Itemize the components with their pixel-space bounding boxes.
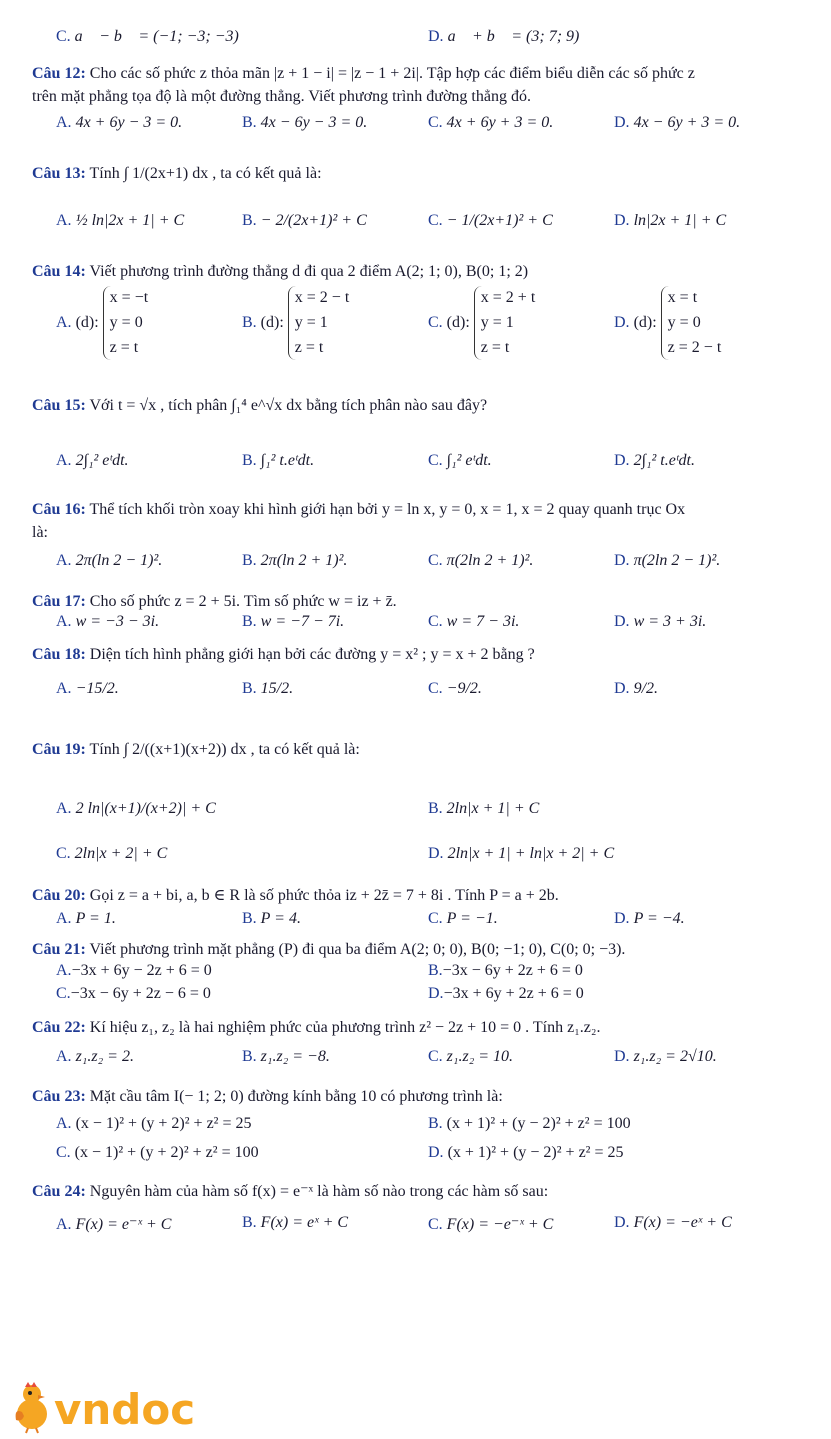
q20-option-b: B. P = 4. — [242, 910, 301, 927]
q15-option-a: A. 2∫₁² eᵗdt. — [56, 452, 129, 469]
question-label: Câu 24: — [32, 1183, 86, 1200]
q17-option-c: C. w = 7 − 3i. — [428, 613, 520, 630]
q19-option-c: C. 2ln|x + 2| + C — [56, 845, 168, 862]
q14-option-c: C. (d): x = 2 + t y = 1 z = t — [428, 286, 535, 360]
question-text: Mặt cầu tâm I(− 1; 2; 0) đường kính bằng 10 có phương trình là: — [89, 1088, 503, 1105]
question-text: Diện tích hình phẳng giới hạn bởi các đường y = x² ; y = x + 2 bằng ? — [89, 646, 535, 663]
q12-option-d: D. 4x − 6y + 3 = 0. — [614, 114, 741, 131]
q21-option-d: D.−3x + 6y + 2z + 6 = 0 — [428, 985, 584, 1002]
question-text: Với t = √x , tích phân ∫₁⁴ e^√x dx bằng tích phân nào sau đây? — [89, 397, 488, 414]
q23-option-b: B. (x + 1)² + (y − 2)² + z² = 100 — [428, 1115, 631, 1132]
question-18 — [32, 643, 823, 666]
q18-option-c: C. −9/2. — [428, 680, 482, 697]
question-19 — [32, 738, 823, 761]
q11-option-c: C. a⃗ − b⃗ = (−1; −3; −3) — [56, 28, 239, 45]
q15-option-d: D. 2∫₁² t.eᵗdt. — [614, 452, 695, 469]
equation-system: x = 2 + t y = 1 z = t — [474, 286, 536, 360]
q16-option-c: C. π(2ln 2 + 1)². — [428, 552, 534, 569]
q19-option-d: D. 2ln|x + 1| + ln|x + 2| + C — [428, 845, 615, 862]
equation-system: x = t y = 0 z = 2 − t — [661, 286, 722, 360]
q22-option-a: A. z₁.z₂ = 2. — [56, 1048, 134, 1065]
q22-option-c: C. z₁.z₂ = 10. — [428, 1048, 514, 1065]
vndoc-logo-graphic — [8, 1382, 228, 1434]
q12-option-c: C. 4x + 6y + 3 = 0. — [428, 114, 554, 131]
q19-option-b: B. 2ln|x + 1| + C — [428, 800, 540, 817]
question-label: Câu 14: — [32, 263, 86, 280]
q19-option-a: A. 2 ln|(x+1)/(x+2)| + C — [56, 800, 216, 817]
q21-option-b: B.−3x − 6y + 2z + 6 = 0 — [428, 962, 583, 979]
question-17 — [32, 590, 823, 613]
q17-option-d: D. w = 3 + 3i. — [614, 613, 707, 630]
q20-option-c: C. P = −1. — [428, 910, 498, 927]
q23-option-a: A. (x − 1)² + (y + 2)² + z² = 25 — [56, 1115, 252, 1132]
question-text: Viết phương trình mặt phẳng (P) đi qua ba điểm A(2; 0; 0), B(0; −1; 0), C(0; 0; −3). — [89, 941, 626, 958]
question-23 — [32, 1085, 823, 1108]
q23-option-c: C. (x − 1)² + (y + 2)² + z² = 100 — [56, 1144, 259, 1161]
vndoc-logo[interactable] — [8, 1382, 228, 1434]
brand-name: vndoc — [54, 1385, 196, 1434]
q24-option-b: B. F(x) = eˣ + C — [242, 1214, 349, 1231]
question-label: Câu 20: — [32, 887, 86, 904]
question-20 — [32, 884, 823, 907]
q16-option-a: A. 2π(ln 2 − 1)². — [56, 552, 163, 569]
q12-option-b: B. 4x − 6y − 3 = 0. — [242, 114, 368, 131]
q17-option-a: A. w = −3 − 3i. — [56, 613, 160, 630]
equation-system: x = 2 − t y = 1 z = t — [288, 286, 350, 360]
q13-option-b: B. − 2/(2x+1)² + C — [242, 212, 367, 229]
question-label: Câu 17: — [32, 593, 86, 610]
question-13 — [32, 162, 823, 185]
question-label: Câu 12: — [32, 65, 86, 82]
q18-option-d: D. 9/2. — [614, 680, 659, 697]
q17-option-b: B. w = −7 − 7i. — [242, 613, 345, 630]
question-21 — [32, 938, 823, 961]
question-text: Thể tích khối tròn xoay khi hình giới hạn bởi y = ln x, y = 0, x = 1, x = 2 quay quanh trục Ox — [89, 501, 686, 518]
q24-option-c: C. F(x) = −e⁻ˣ + C — [428, 1216, 554, 1233]
question-text: Gọi z = a + bi, a, b ∈ R là số phức thỏa iz + 2z̄ = 7 + 8i . Tính P = a + 2b. — [89, 887, 559, 904]
q20-option-a: A. P = 1. — [56, 910, 116, 927]
q14-option-b: B. (d): x = 2 − t y = 1 z = t — [242, 286, 349, 360]
question-label: Câu 22: — [32, 1019, 86, 1036]
q18-option-a: A. −15/2. — [56, 680, 119, 697]
q16-option-d: D. π(2ln 2 − 1)². — [614, 552, 721, 569]
q12-option-a: A. 4x + 6y − 3 = 0. — [56, 114, 183, 131]
question-text: Tính ∫ 1/(2x+1) dx , ta có kết quả là: — [89, 165, 322, 182]
q23-option-d: D. (x + 1)² + (y − 2)² + z² = 25 — [428, 1144, 624, 1161]
question-text-cont: trên mặt phẳng tọa độ là một đường thẳng. Viết phương trình đường thẳng đó. — [32, 88, 531, 106]
q21-option-c: C.−3x − 6y + 2z − 6 = 0 — [56, 985, 211, 1002]
question-label: Câu 16: — [32, 501, 86, 518]
q24-option-d: D. F(x) = −eˣ + C — [614, 1214, 732, 1231]
question-text-cont: là: — [32, 524, 48, 542]
question-text: Nguyên hàm của hàm số f(x) = e⁻ˣ là hàm số nào trong các hàm số sau: — [89, 1183, 549, 1200]
equation-system: x = −t y = 0 z = t — [103, 286, 149, 360]
q13-option-d: D. ln|2x + 1| + C — [614, 212, 727, 229]
question-text: Viết phương trình đường thẳng d đi qua 2 điểm A(2; 1; 0), B(0; 1; 2) — [89, 263, 529, 280]
question-14 — [32, 260, 823, 283]
q14-option-d: D. (d): x = t y = 0 z = 2 − t — [614, 286, 721, 360]
q22-option-b: B. z₁.z₂ = −8. — [242, 1048, 330, 1065]
question-12 — [32, 62, 823, 108]
q11-option-d: D. a⃗ + b⃗ = (3; 7; 9) — [428, 28, 580, 45]
question-label: Câu 19: — [32, 741, 86, 758]
q13-option-c: C. − 1/(2x+1)² + C — [428, 212, 553, 229]
q24-option-a: A. F(x) = e⁻ˣ + C — [56, 1216, 172, 1233]
question-label: Câu 23: — [32, 1088, 86, 1105]
question-24 — [32, 1180, 823, 1203]
question-label: Câu 21: — [32, 941, 86, 958]
question-22 — [32, 1016, 823, 1039]
q15-option-c: C. ∫₁² eᵗdt. — [428, 452, 492, 469]
q15-option-b: B. ∫₁² t.eᵗdt. — [242, 452, 315, 469]
question-text: Tính ∫ 2/((x+1)(x+2)) dx , ta có kết quả là: — [89, 741, 360, 758]
q13-option-a: A. ½ ln|2x + 1| + C — [56, 212, 185, 229]
q22-option-d: D. z₁.z₂ = 2√10. — [614, 1048, 717, 1065]
question-text: Kí hiệu z₁, z₂ là hai nghiệm phức của phương trình z² − 2z + 10 = 0 . Tính z₁.z₂. — [89, 1019, 601, 1036]
q18-option-b: B. 15/2. — [242, 680, 294, 697]
q14-option-a: A. (d): x = −t y = 0 z = t — [56, 286, 148, 360]
question-text: Cho số phức z = 2 + 5i. Tìm số phức w = iz + z̄. — [89, 593, 397, 610]
q20-option-d: D. P = −4. — [614, 910, 685, 927]
q16-option-b: B. 2π(ln 2 + 1)². — [242, 552, 348, 569]
question-label: Câu 18: — [32, 646, 86, 663]
question-text: Cho các số phức z thỏa mãn |z + 1 − i| = |z − 1 + 2i|. Tập hợp các điểm biểu diễn các số phức z — [89, 65, 695, 82]
question-16 — [32, 498, 823, 544]
question-15 — [32, 394, 823, 417]
chicken-mascot-icon — [16, 1382, 47, 1433]
question-label: Câu 15: — [32, 397, 86, 414]
q21-option-a: A.−3x + 6y − 2z + 6 = 0 — [56, 962, 212, 979]
question-label: Câu 13: — [32, 165, 86, 182]
